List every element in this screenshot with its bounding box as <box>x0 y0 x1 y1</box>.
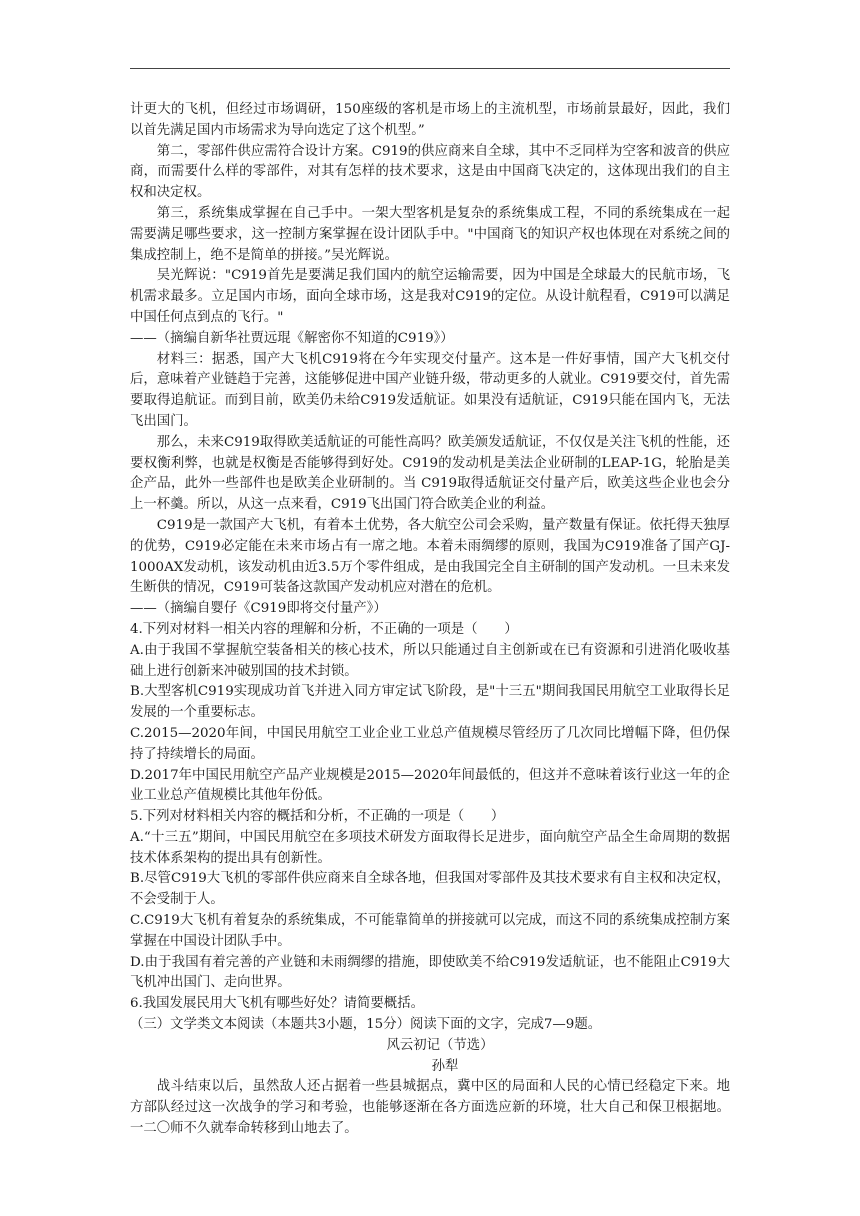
source-citation-1: ——（摘编自新华社贾远琨《解密你不知道的C919》） <box>130 330 454 346</box>
paragraph-supply-chain: 第二，零部件供应需符合设计方案。C919的供应商来自全球，其中不乏同样为空客和波音的供应商，而需要什么样的零部件，对其有怎样的技术要求，这是由中国商飞决定的，这体现出我们的自主权和决定权。 <box>130 143 730 201</box>
question-5-option-d: D.由于我国有着完善的产业链和未雨绸缪的措施，即使欧美不给C919发适航证，也不能阻止C919大飞机冲出国门、走向世界。 <box>130 954 730 991</box>
paragraph-continuation: 计更大的飞机，但经过市场调研，150座级的客机是市场上的主流机型，市场前景最好，因此，我们以首先满足国内市场需求为导向选定了这个机型。” <box>130 102 730 138</box>
question-5-option-a: A.“十三五”期间，中国民用航空在多项技术研发方面取得长足进步，面向航空产品全生命周期的数据技术体系架构的提出具有创新性。 <box>130 829 730 866</box>
question-4-option-d: D.2017年中国民用航空产品产业规模是2015—2020年间最低的，但这并不意味着该行业这一年的企业工业总产值规模比其他年份低。 <box>130 767 730 804</box>
story-author: 孙犁 <box>431 1058 459 1074</box>
paragraph-system-integration: 第三，系统集成掌握在自己手中。一架大型客机是复杂的系统集成工程，不同的系统集成在一起需要满足哪些要求，这一控制方案掌握在设计团队手中。"中国商飞的知识产权也体现在对系统之间的集成控制上，绝不是简单的拼接。”吴光辉说。 <box>130 205 730 263</box>
question-4-option-a: A.由于我国不掌握航空装备相关的核心技术，所以只能通过自主创新或在已有资源和引进消化吸收基础上进行创新来冲破别国的技术封锁。 <box>130 642 730 679</box>
question-4-option-b: B.大型客机C919实现成功首飞并进入同方审定试飞阶段，是"十三五"期间我国民用航空工业取得长足发展的一个重要标志。 <box>130 684 730 721</box>
question-5-stem: 5.下列对材料相关内容的概括和分析，不正确的一项是（ ） <box>130 809 505 825</box>
section-three-heading: （三）文学类文本阅读（本题共3小题，15分）阅读下面的文字，完成7—9题。 <box>130 1017 602 1033</box>
question-4-option-c: C.2015—2020年间，中国民用航空工业企业工业总产值规模尽管经历了几次同比增幅下降，但仍保持了持续增长的局面。 <box>130 725 730 762</box>
question-6-stem: 6.我国发展民用大飞机有哪些好处？请简要概括。 <box>130 996 424 1012</box>
paragraph-domestic-engine: C919是一款国产大飞机，有着本土优势，各大航空公司会采购，量产数量有保证。依托得天独厚的优势，C919必定能在未来市场占有一席之地。本着未雨绸缪的原则，我国为C919准备了国产GJ-1000AX发动机，该发动机由近3.5万个零件组成，是由我国完全自主研制的国产发动机。一旦未来发生断供的情况，C919可装备这款国产发动机应对潜在的危机。 <box>130 517 730 596</box>
story-title: 风云初记（节选） <box>386 1037 494 1053</box>
paragraph-material-three: 材料三：据悉，国产大飞机C919将在今年实现交付量产。这本是一件好事情，国产大飞机交付后，意味着产业链趋于完善，这能够促进中国产业链升级，带动更多的人就业。C919要交付，首先需要取得追航证。而到目前，欧美仍未给C919发适航证。如果没有适航证，C919只能在国内飞，无法飞出国门。 <box>130 351 730 429</box>
document-body <box>130 100 730 1140</box>
question-5-option-c: C.C919大飞机有着复杂的系统集成，不可能靠简单的拼接就可以完成，而这不同的系统集成控制方案掌握在中国设计团队手中。 <box>130 913 730 949</box>
paragraph-airworthiness: 那么，未来C919取得欧美适航证的可能性高吗？欧美颁发适航证，不仅仅是关注飞机的性能，还要权衡利弊，也就是权衡是否能够得到好处。C919的发动机是美法企业研制的LEAP-1G，轮胎是美企产品，此外一些部件也是欧美企业研制的。当 C919取得适航证交付量产后，欧美这些企业也会分上一杯羹。所以，从这一点来看，C919飞出国门符合欧美企业的利益。 <box>130 434 730 513</box>
question-4-stem: 4.下列对材料一相关内容的理解和分析，不正确的一项是（ ） <box>130 621 518 637</box>
story-body-paragraph: 战斗结束以后，虽然敌人还占据着一些县城据点，冀中区的局面和人民的心情已经稳定下来。地方部队经过这一次战争的学习和考验，也能够逐渐在各方面选应新的环境，壮大自己和保卫根据地。一二〇师不久就奉命转移到山地去了。 <box>130 1079 730 1137</box>
source-citation-2: ——（摘编自婴仔《C919即将交付量产》） <box>130 601 387 617</box>
question-5-option-b: B.尽管C919大飞机的零部件供应商来自全球各地，但我国对零部件及其技术要求有自主权和决定权，不会受制于人。 <box>130 871 730 908</box>
paragraph-positioning-quote: 吴光辉说："C919首先是要满足我们国内的航空运输需要，因为中国是全球最大的民航市场，飞机需求最多。立足国内市场，面向全球市场，这是我对C919的定位。从设计航程看，C919可以满足中国任何点到点的飞行。" <box>130 268 730 325</box>
header-rule <box>130 68 730 69</box>
